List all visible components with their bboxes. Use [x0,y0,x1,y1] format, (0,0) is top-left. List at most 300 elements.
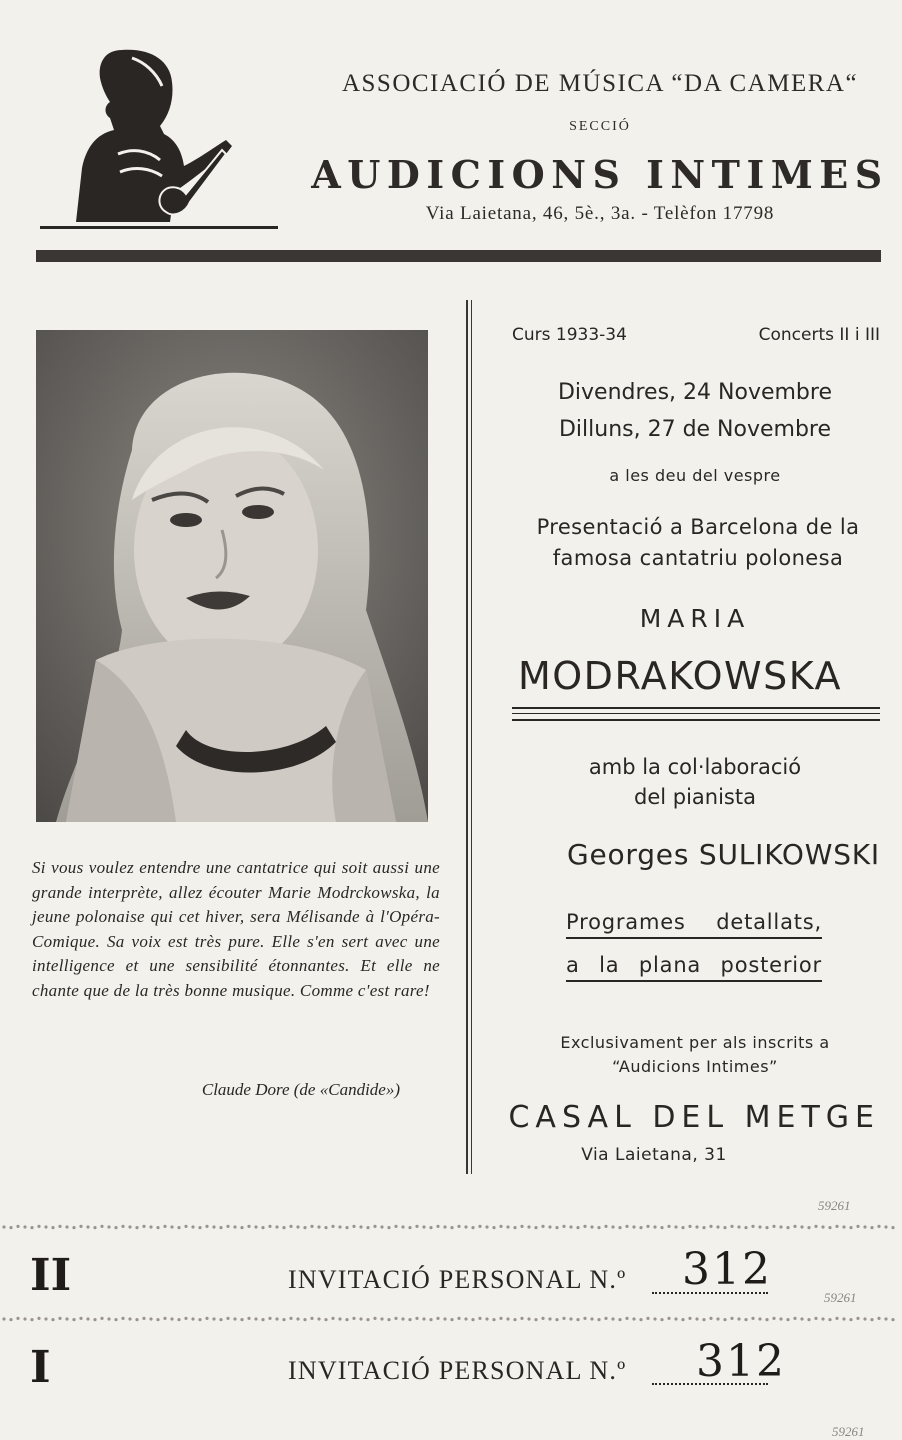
perforation-hole [191,1225,194,1228]
invitation-label: INVITACIÓ PERSONAL N.º [288,1265,627,1294]
perforation-hole [247,1317,250,1320]
perforation-hole [177,1226,180,1229]
perforation-hole [2,1225,5,1228]
perforation-hole [506,1317,509,1320]
course-season: Curs 1933-34 [512,325,627,345]
perforation-hole [723,1318,726,1321]
perforation-hole [877,1225,880,1228]
pencil-archive-mark: 59261 [824,1290,857,1305]
perforation-hole [317,1225,320,1228]
concert-numbers: Concerts II i III [758,325,880,345]
perforation-hole [849,1318,852,1321]
stub-roman-numeral: II [30,1250,72,1301]
perforation-hole [632,1317,635,1320]
perforation-hole [170,1317,173,1320]
perforation-hole [275,1317,278,1320]
perforation-hole [142,1225,145,1228]
perforation-hole [534,1318,537,1321]
exclusive-notice [500,1031,890,1079]
perforation-hole [338,1225,341,1228]
perforation-hole [478,1317,481,1320]
perforation-hole [527,1225,530,1228]
perforation-hole [37,1317,40,1320]
perforation-hole [51,1226,54,1229]
perforation-hole [114,1226,117,1229]
perforation-hole [716,1317,719,1320]
perforation-hole [121,1317,124,1320]
perforation-hole [86,1225,89,1228]
perforation-hole [821,1317,824,1320]
perforation-hole [135,1226,138,1229]
presentation-text [498,512,898,574]
perforation-hole [583,1317,586,1320]
perforation-hole [716,1225,719,1228]
perforation-hole [597,1318,600,1321]
perforation-hole [674,1317,677,1320]
invitation-number: 312 [696,1336,786,1387]
perforation-hole [688,1317,691,1320]
perforation-hole [485,1225,488,1228]
perforation-hole [891,1226,894,1229]
perforation-hole [121,1225,124,1228]
perforation-hole [415,1317,418,1320]
perforation-hole [737,1317,740,1320]
concert-date-2: Dilluns, 27 de Novembre [558,417,832,442]
perforation-hole [205,1317,208,1320]
perforation-hole [373,1225,376,1228]
perforation-hole [184,1317,187,1320]
venue-name: CASAL DEL METGE [508,1100,880,1135]
perforation-hole [786,1226,789,1229]
perforation-hole [765,1226,768,1229]
perforation-hole [569,1317,572,1320]
perforation-hole [268,1317,271,1320]
perforation-hole [219,1226,222,1229]
perforation-hole [429,1318,432,1321]
perforation-hole [835,1225,838,1228]
perforation-hole [842,1225,845,1228]
perforation-hole [870,1318,873,1321]
perforation-hole [779,1225,782,1228]
perforation-hole [135,1318,138,1321]
perforation-hole [499,1225,502,1228]
perforation-hole [814,1317,817,1320]
perforation-hole [247,1225,250,1228]
perforation-hole [296,1317,299,1320]
perforation-hole [611,1225,614,1228]
perforation-hole [604,1225,607,1228]
perforation-hole [674,1225,677,1228]
perforation-hole [100,1225,103,1228]
invitation-label: INVITACIÓ PERSONAL N.º [288,1356,627,1385]
perforation-hole [548,1225,551,1228]
perforation-hole [450,1318,453,1321]
perforation-hole [772,1317,775,1320]
perforation-hole [142,1317,145,1320]
perforation-hole [415,1225,418,1228]
perforation-hole [828,1226,831,1229]
perforation-hole [541,1317,544,1320]
exclusive-line-1: Exclusivament per als inscrits a [560,1033,830,1052]
perforation-line [0,1314,902,1324]
artist-first-name: MARIA [639,604,751,633]
perforation-hole [359,1317,362,1320]
perforation-hole [401,1317,404,1320]
venue-address: Via Laietana, 31 [581,1145,727,1165]
perforation-hole [443,1225,446,1228]
perforation-hole [555,1226,558,1229]
perforation-hole [149,1317,152,1320]
perforation-hole [198,1318,201,1321]
perforation-hole [282,1318,285,1321]
exclusive-line-2: “Audicions Intimes” [612,1057,778,1076]
perforation-hole [436,1225,439,1228]
perforation-hole [863,1225,866,1228]
perforation-hole [695,1317,698,1320]
programs-line-2: a la plana posterior [566,953,822,982]
perforation-hole [457,1317,460,1320]
presentation-line-2: famosa cantatriu polonesa [552,546,844,570]
perforation-hole [114,1318,117,1321]
section-title: AUDICIONS INTIMES [311,152,889,197]
perforation-hole [849,1226,852,1229]
perforation-hole [646,1317,649,1320]
perforation-hole [331,1317,334,1320]
perforation-hole [618,1226,621,1229]
perforation-hole [345,1226,348,1229]
presentation-line-1: Presentació a Barcelona de la [536,515,860,539]
perforation-hole [16,1317,19,1320]
perforation-hole [72,1226,75,1229]
perforation-hole [296,1225,299,1228]
perforation-hole [702,1226,705,1229]
perforation-hole [317,1317,320,1320]
perforation-hole [387,1226,390,1229]
perforation-hole [58,1317,61,1320]
perforation-hole [786,1318,789,1321]
perforation-hole [646,1225,649,1228]
perforation-hole [464,1225,467,1228]
perforation-hole [79,1225,82,1228]
perforation-hole [100,1317,103,1320]
perforation-hole [793,1317,796,1320]
perforation-hole [30,1226,33,1229]
perforation-hole [212,1317,215,1320]
perforation-hole [226,1317,229,1320]
perforation-hole [492,1318,495,1321]
perforation-hole [310,1225,313,1228]
perforation-hole [835,1317,838,1320]
perforation-hole [310,1317,313,1320]
perforation-hole [23,1317,26,1320]
perforation-hole [394,1317,397,1320]
programs-line-1: Programes detallats, [566,910,822,939]
perforation-hole [583,1225,586,1228]
perforation-hole [408,1226,411,1229]
perforation-hole [443,1317,446,1320]
pianist-name: Georges SULIKOWSKI [566,838,880,871]
perforation-hole [681,1318,684,1321]
perforation-hole [807,1318,810,1321]
perforation-hole [352,1317,355,1320]
perforation-hole [534,1226,537,1229]
perforation-hole [331,1225,334,1228]
perforation-hole [163,1317,166,1320]
perforation-hole [709,1317,712,1320]
perforation-hole [156,1318,159,1321]
perforation-hole [681,1226,684,1229]
perforation-hole [856,1225,859,1228]
perforation-hole [170,1225,173,1228]
perforation-hole [128,1317,131,1320]
perforation-hole [450,1226,453,1229]
header-address: Via Laietana, 46, 5è., 3a. - Telèfon 17798 [425,203,775,224]
perforation-hole [65,1317,68,1320]
perforation-hole [870,1226,873,1229]
collaboration-text [480,752,902,812]
name-underline [512,707,880,709]
header-divider-bar [36,250,881,262]
violinist-logo-icon [40,42,280,234]
perforation-hole [695,1225,698,1228]
perforation-hole [800,1225,803,1228]
perforation-hole [884,1225,887,1228]
perforation-hole [772,1225,775,1228]
perforation-hole [352,1225,355,1228]
invitation-number: 312 [682,1244,772,1295]
perforation-hole [576,1226,579,1229]
perforation-hole [653,1317,656,1320]
perforation-hole [562,1225,565,1228]
perforation-hole [520,1225,523,1228]
perforation-hole [506,1225,509,1228]
perforation-hole [345,1318,348,1321]
perforation-hole [429,1226,432,1229]
perforation-hole [65,1225,68,1228]
perforation-hole [9,1226,12,1229]
perforation-hole [625,1317,628,1320]
concert-date-1: Divendres, 24 Novembre [557,380,832,405]
perforation-hole [485,1317,488,1320]
perforation-hole [184,1225,187,1228]
stub-roman-numeral: I [30,1342,51,1393]
perforation-hole [758,1225,761,1228]
perforation-hole [163,1225,166,1228]
perforation-hole [324,1318,327,1321]
perforation-hole [527,1317,530,1320]
perforation-hole [177,1318,180,1321]
perforation-hole [2,1317,5,1320]
perforation-hole [212,1225,215,1228]
concert-time: a les deu del vespre [609,466,781,485]
perforation-hole [226,1225,229,1228]
perforation-hole [373,1317,376,1320]
perforation-hole [625,1225,628,1228]
perforation-hole [611,1317,614,1320]
pencil-archive-mark: 59261 [818,1198,851,1213]
perforation-hole [842,1317,845,1320]
perforation-hole [93,1226,96,1229]
perforation-hole [548,1317,551,1320]
perforation-line [0,1222,902,1232]
perforation-hole [128,1225,131,1228]
perforation-hole [856,1317,859,1320]
perforation-hole [814,1225,817,1228]
perforation-hole [590,1317,593,1320]
perforation-hole [289,1317,292,1320]
perforation-hole [380,1317,383,1320]
perforation-hole [149,1225,152,1228]
perforation-hole [219,1318,222,1321]
perforation-hole [737,1225,740,1228]
perforation-hole [51,1318,54,1321]
perforation-hole [338,1317,341,1320]
artist-last-name: MODRAKOWSKA [517,654,842,698]
perforation-hole [884,1317,887,1320]
perforation-hole [205,1225,208,1228]
perforation-hole [765,1318,768,1321]
perforation-hole [198,1226,201,1229]
perforation-hole [877,1317,880,1320]
perforation-hole [93,1318,96,1321]
perforation-hole [422,1317,425,1320]
perforation-hole [79,1317,82,1320]
perforation-hole [16,1225,19,1228]
perforation-hole [303,1318,306,1321]
perforation-hole [821,1225,824,1228]
perforation-hole [30,1318,33,1321]
perforation-hole [653,1225,656,1228]
perforation-hole [9,1318,12,1321]
perforation-hole [289,1225,292,1228]
perforation-hole [191,1317,194,1320]
perforation-hole [793,1225,796,1228]
perforation-hole [751,1317,754,1320]
perforation-hole [499,1317,502,1320]
perforation-hole [282,1226,285,1229]
perforation-hole [744,1226,747,1229]
quote-author: Claude Dore (de «Candide») [201,1080,400,1099]
perforation-hole [58,1225,61,1228]
collaboration-line-1: amb la col·laboració [588,755,802,779]
perforation-hole [576,1318,579,1321]
perforation-hole [590,1225,593,1228]
perforation-hole [667,1317,670,1320]
perforation-hole [471,1318,474,1321]
perforation-hole [513,1318,516,1321]
perforation-hole [107,1225,110,1228]
perforation-hole [436,1317,439,1320]
perforation-hole [863,1317,866,1320]
perforation-hole [569,1225,572,1228]
perforation-hole [730,1317,733,1320]
perforation-hole [366,1318,369,1321]
perforation-hole [366,1226,369,1229]
perforation-hole [72,1318,75,1321]
pencil-archive-mark: 59261 [832,1424,865,1439]
perforation-hole [807,1226,810,1229]
perforation-hole [268,1225,271,1228]
perforation-hole [744,1318,747,1321]
perforation-hole [639,1318,642,1321]
perforation-hole [261,1318,264,1321]
perforation-hole [639,1226,642,1229]
perforation-hole [457,1225,460,1228]
perforation-hole [394,1225,397,1228]
perforation-hole [240,1318,243,1321]
perforation-hole [408,1318,411,1321]
perforation-hole [751,1225,754,1228]
perforation-hole [107,1317,110,1320]
perforation-hole [604,1317,607,1320]
perforation-hole [44,1317,47,1320]
column-divider [466,300,468,1174]
perforation-hole [758,1317,761,1320]
perforation-hole [303,1226,306,1229]
collaboration-line-2: del pianista [634,785,756,809]
perforation-hole [513,1226,516,1229]
perforation-hole [660,1226,663,1229]
perforation-hole [618,1318,621,1321]
perforation-hole [562,1317,565,1320]
perforation-hole [702,1318,705,1321]
perforation-hole [660,1318,663,1321]
perforation-hole [387,1318,390,1321]
name-underline [512,713,880,714]
portrait-photo [36,330,428,822]
perforation-hole [730,1225,733,1228]
perforation-hole [597,1226,600,1229]
perforation-hole [800,1317,803,1320]
perforation-hole [254,1225,257,1228]
perforation-hole [520,1317,523,1320]
perforation-hole [240,1226,243,1229]
perforation-hole [471,1226,474,1229]
column-divider [471,300,472,1174]
press-quote: Si vous voulez entendre une cantatrice qui soit aussi une grande interprète, allez écouter Marie Modrckowska, la jeune polonaise qui cet hiver, sera Mélisande à l'Opéra-Comique. Sa voix est très pure. Elle s'en sert avec une intelligence et une sensibilité étonnantes. Et elle ne chante que de la très bonne musique. Comme c'est rare! [32,858,440,1000]
perforation-hole [779,1317,782,1320]
perforation-hole [359,1225,362,1228]
perforation-hole [401,1225,404,1228]
perforation-hole [156,1226,159,1229]
perforation-hole [667,1225,670,1228]
perforation-hole [632,1225,635,1228]
perforation-hole [891,1318,894,1321]
perforation-hole [828,1318,831,1321]
perforation-hole [464,1317,467,1320]
organization-name: ASSOCIACIÓ DE MÚSICA “DA CAMERA“ [341,70,859,97]
perforation-hole [275,1225,278,1228]
perforation-hole [37,1225,40,1228]
perforation-hole [233,1317,236,1320]
perforation-hole [688,1225,691,1228]
perforation-hole [492,1226,495,1229]
perforation-hole [541,1225,544,1228]
perforation-hole [709,1225,712,1228]
perforation-hole [23,1225,26,1228]
name-underline [512,719,880,721]
perforation-hole [261,1226,264,1229]
perforation-hole [44,1225,47,1228]
perforation-hole [233,1225,236,1228]
section-label: SECCIÓ [569,119,631,134]
perforation-hole [324,1226,327,1229]
perforation-hole [380,1225,383,1228]
perforation-hole [555,1318,558,1321]
perforation-hole [86,1317,89,1320]
perforation-hole [478,1225,481,1228]
perforation-hole [723,1226,726,1229]
